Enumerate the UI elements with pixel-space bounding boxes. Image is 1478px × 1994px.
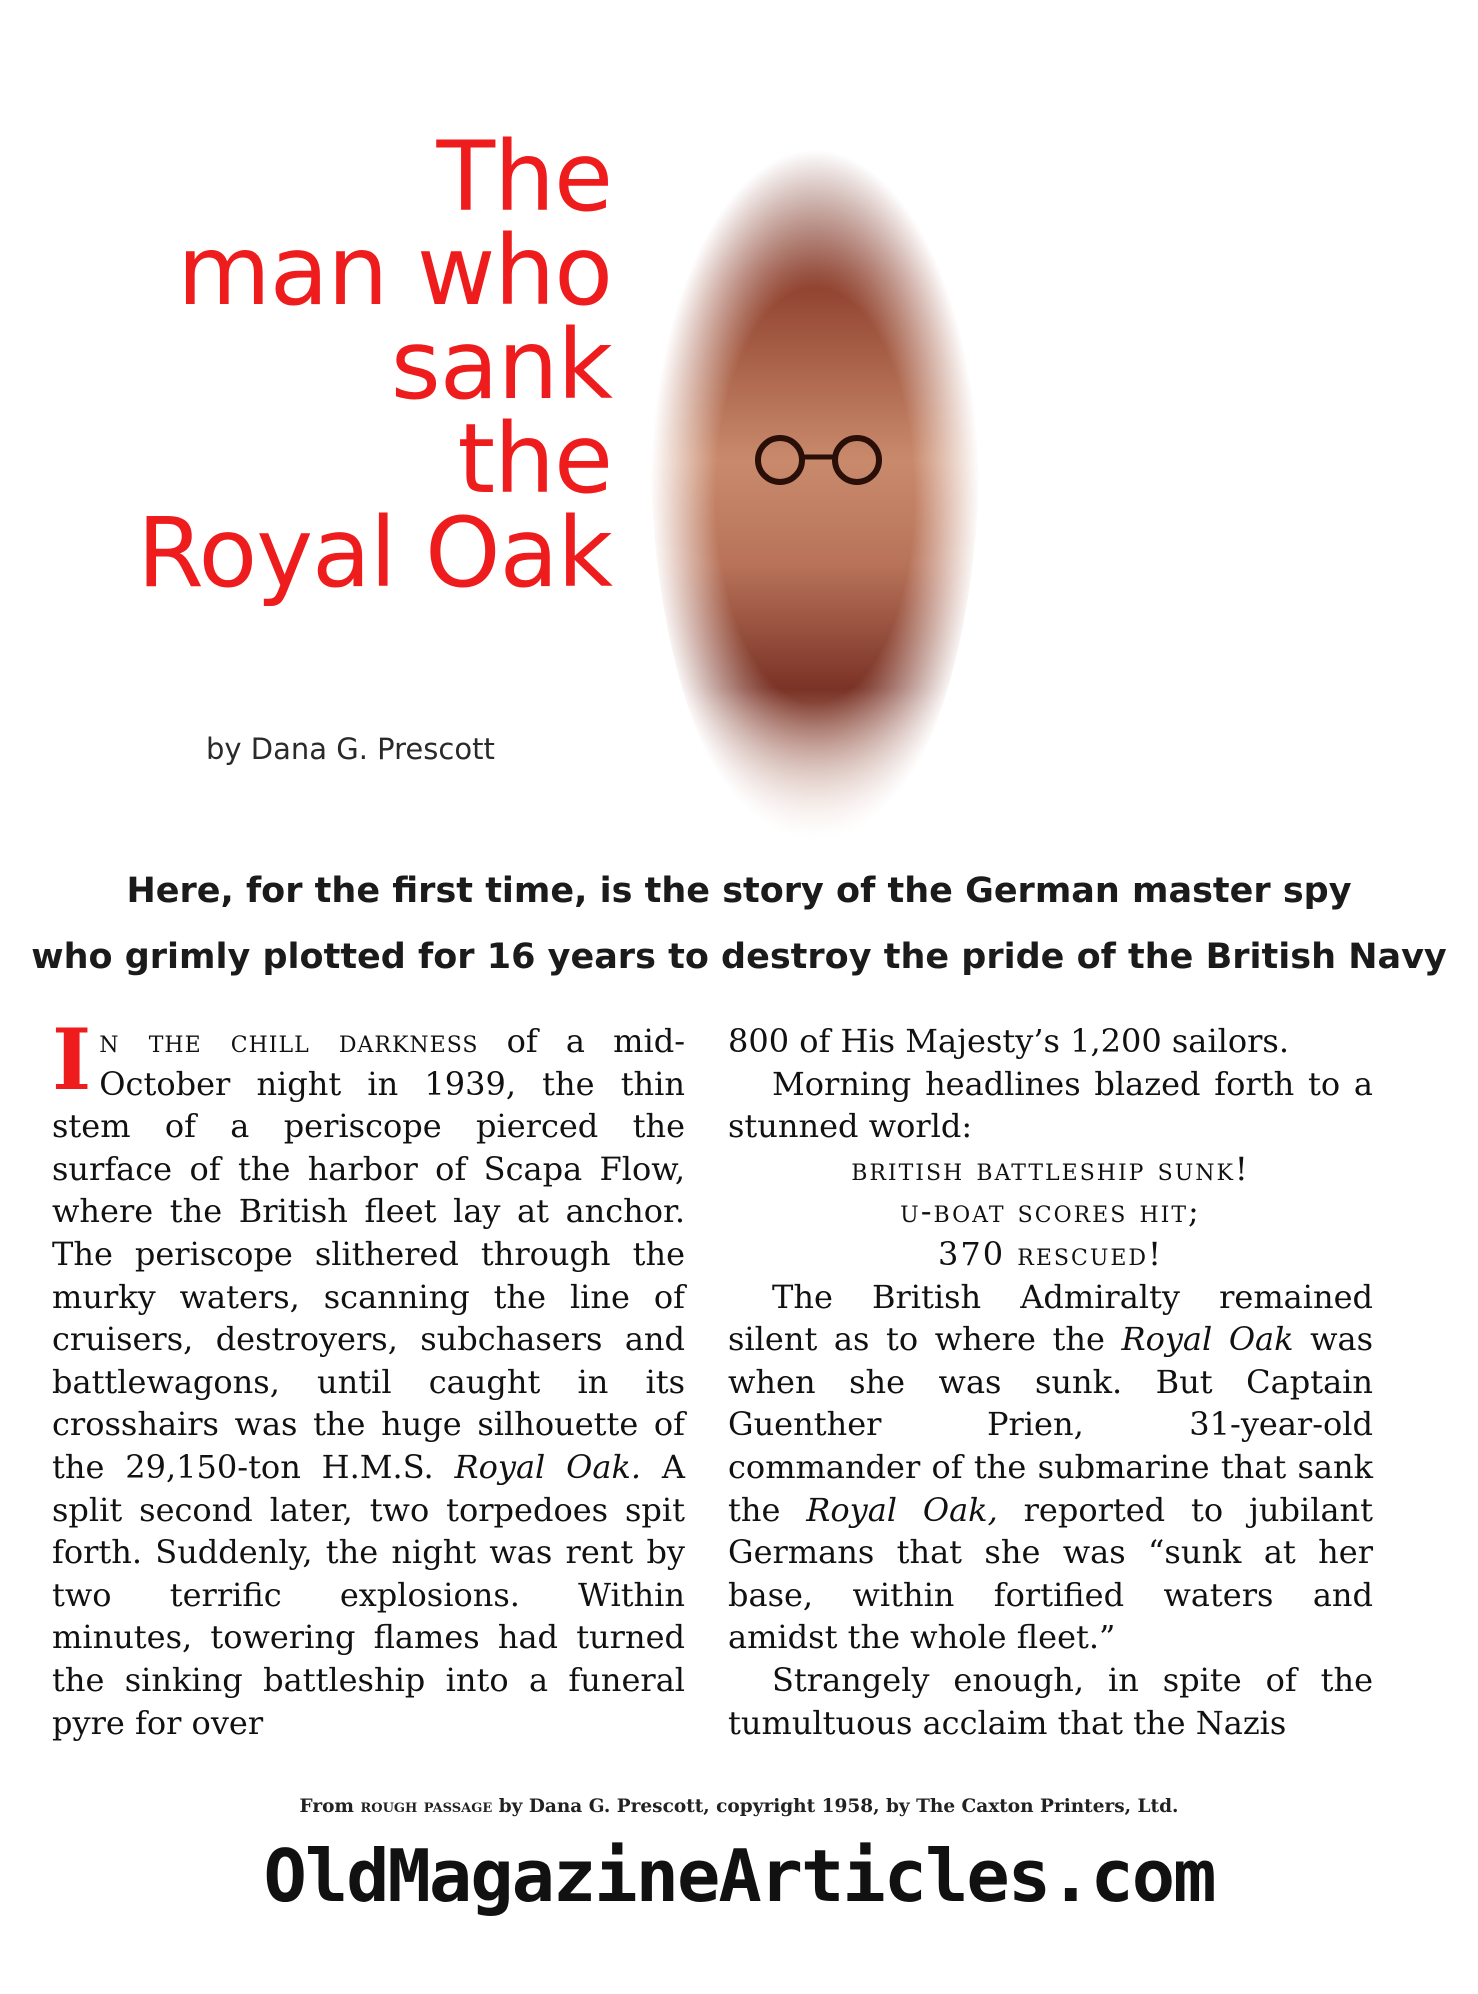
book-title: rough passage [360, 1796, 493, 1817]
ship-name: Royal Oak, [806, 1490, 998, 1529]
paragraph-text: reported to jubilant Germans that she was “sunk at her base, within fortified waters and amidst the whole fleet.” [728, 1490, 1374, 1657]
spectacles-icon [745, 435, 895, 485]
title-line-2: man who [177, 215, 612, 327]
title-line-4: the [457, 403, 612, 515]
headline-quote-2: u-boat scores hit; [900, 1192, 1201, 1231]
paragraph-text: of a mid-October night in 1939, the thin stem of a periscope pierced the surface of the harbor of Scapa Flow, where the British fleet lay at anchor. The periscope slithered through the murky waters, scanning the line of cruisers, destroyers, subchasers and battlewagons, until caught in its crosshairs was the huge silhouette of the 29,150-ton H.M.S. [52, 1022, 685, 1486]
headline-quote-1: british battleship sunk! [851, 1149, 1250, 1188]
site-watermark[interactable]: OldMagazineArticles.com [263, 1834, 1215, 1918]
deck-line-2: who grimly plotted for 16 years to destroy the pride of the British Navy [31, 937, 1447, 977]
headline-quote-3: 370 rescued! [938, 1234, 1163, 1273]
paragraph: Strangely enough, in spite of the tumultuous acclaim that the Nazis [728, 1660, 1373, 1742]
drop-cap: I [52, 1010, 92, 1109]
portrait-photo [650, 150, 980, 840]
lead-in: n the chill darkness [99, 1022, 479, 1060]
source-credit [0, 1796, 1478, 1817]
body-column-right [728, 1020, 1373, 1744]
title-line-3: sank [390, 309, 612, 421]
article-title [92, 121, 612, 609]
deck-line-1: Here, for the first time, is the story of the German master spy [126, 871, 1352, 911]
paragraph [728, 1276, 1373, 1659]
title-line-1: The [436, 121, 612, 233]
body-column-left [52, 1010, 685, 1744]
ship-name: Royal Oak [1121, 1320, 1294, 1359]
paragraph-text: The British Admiralty remained silent as to where the [728, 1277, 1373, 1359]
title-line-5: Royal Oak [137, 497, 612, 609]
credit-text: by Dana G. Prescott, copyright 1958, by The Caxton Printers, Ltd. [492, 1796, 1179, 1817]
credit-text: From [299, 1796, 361, 1817]
paragraph: 800 of His Majesty’s 1,200 sailors. [728, 1022, 1289, 1060]
ship-name: Royal Oak. [454, 1447, 642, 1486]
paragraph-text: A split second later, two torpedoes spit forth. Suddenly, the night was rent by two terrific explosions. Within minutes, towering flames had turned the sinking battleship into a funeral pyre for over [52, 1447, 685, 1742]
paragraph: Morning headlines blazed forth to a stunned world: [728, 1064, 1373, 1146]
paragraph [52, 1010, 685, 1744]
byline: by Dana G. Prescott [206, 732, 495, 766]
paragraph-text: was when she was sunk. But Captain Guenther Prien, 31-year-old commander of the submarine that sank the [728, 1320, 1373, 1529]
